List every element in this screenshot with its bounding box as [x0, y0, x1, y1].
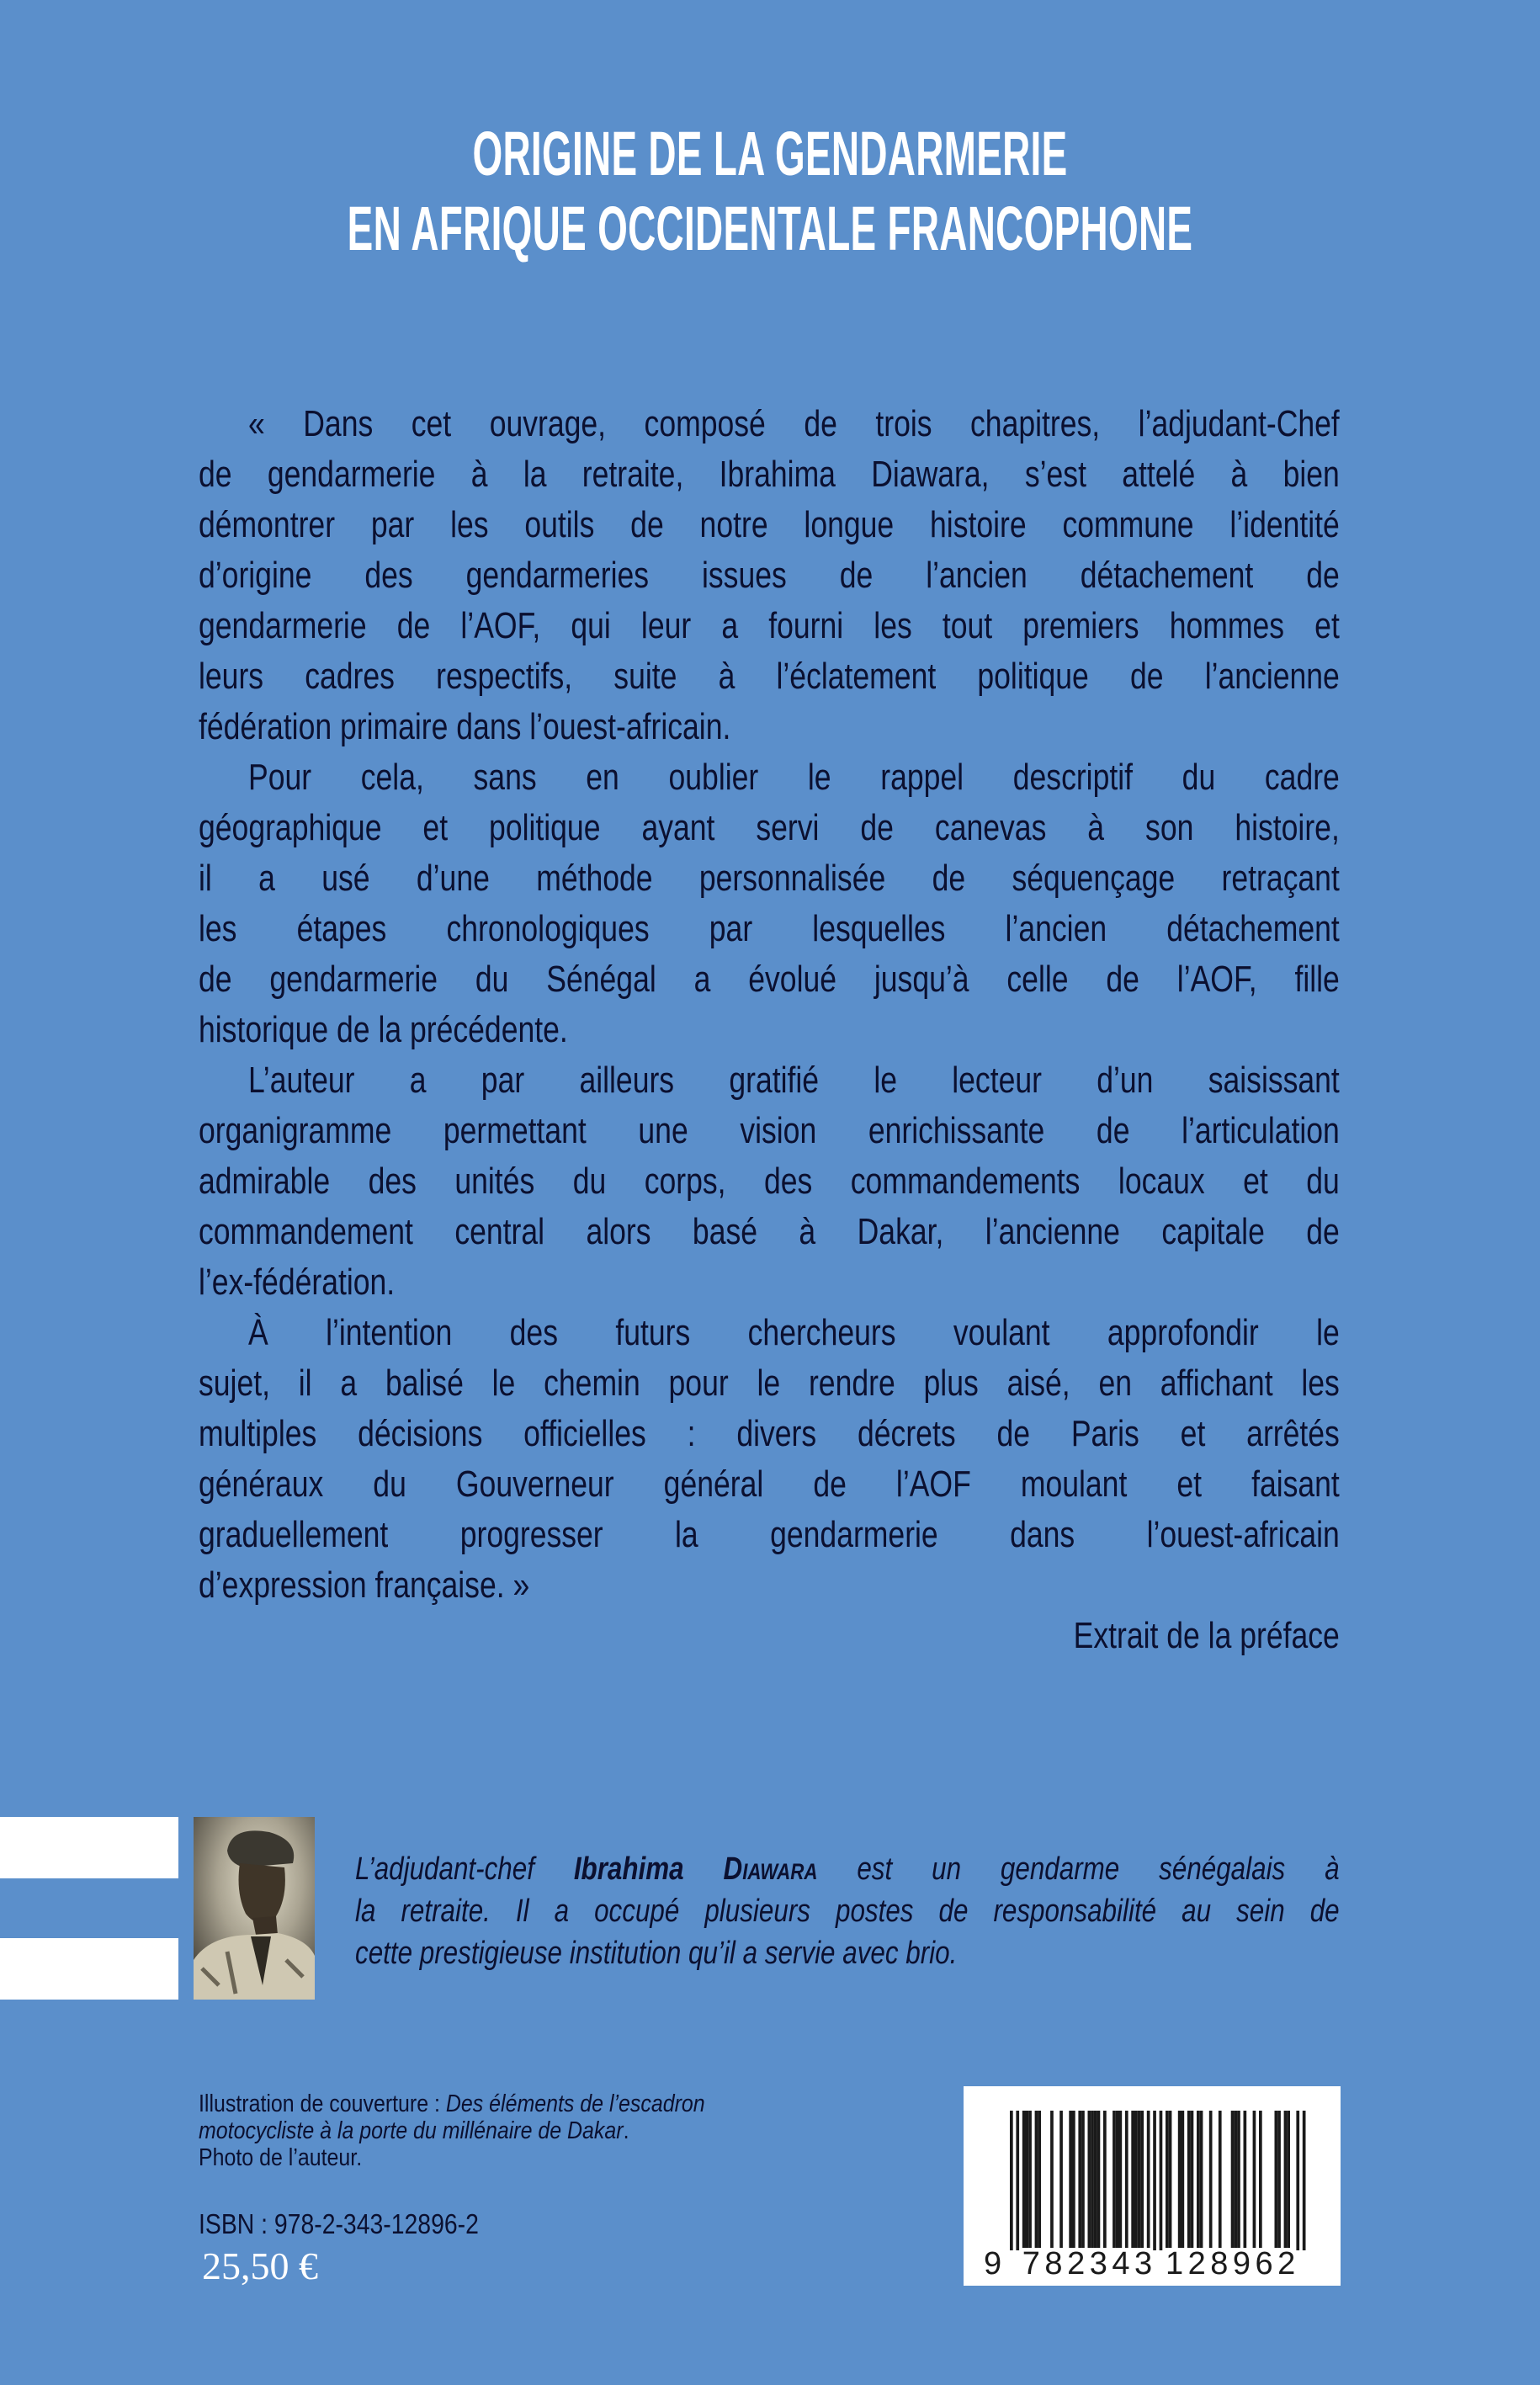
preface-line: historique de la précédente. [199, 1009, 568, 1050]
preface-line: l’ex-fédération. [199, 1262, 396, 1303]
author-last-name: Diawara [723, 1851, 818, 1887]
preface-line: fédération primaire dans l’ouest-africain. [199, 706, 731, 747]
preface-line: les étapes chronologiques par lesquelles l’ancien détachement [199, 908, 1340, 949]
cover-credits: Illustration de couverture : Des éléments de l’escadron motocycliste à la porte du millénaire de Dakar. Photo de l’auteur. [199, 2090, 705, 2171]
barcode-digits: 128962 [1166, 2246, 1300, 2281]
preface-line: À l’intention des futurs chercheurs voulant approfondir le [247, 1312, 1340, 1353]
illustration-label: Illustration de couverture : [199, 2090, 446, 2117]
bio-line-2: la retraite. Il a occupé plusieurs postes de responsabilité au sein de [355, 1894, 1340, 1929]
preface-line: démontrer par les outils de notre longue histoire commune l’identité [199, 504, 1340, 545]
preface-line: généraux du Gouverneur général de l’AOF moulant et faisant [199, 1463, 1340, 1505]
preface-excerpt [199, 399, 1340, 1661]
preface-line: sujet, il a balisé le chemin pour le rendre plus aisé, en affichant les [199, 1362, 1340, 1404]
bio-line-3: cette prestigieuse institution qu’il a servie avec brio. [355, 1936, 958, 1971]
preface-line: d’origine des gendarmeries issues de l’ancien détachement de [199, 555, 1340, 596]
author-photo [194, 1817, 315, 2000]
preface-line: de gendarmerie du Sénégal a évolué jusqu’à celle de l’AOF, fille [199, 959, 1340, 1000]
preface-line: organigramme permettant une vision enrichissante de l’articulation [199, 1110, 1340, 1151]
price: 25,50 € [202, 2244, 318, 2287]
preface-line: « Dans cet ouvrage, composé de trois chapitres, l’adjudant-Chef [247, 403, 1340, 444]
preface-line: gendarmerie de l’AOF, qui leur a fourni les tout premiers hommes et [199, 605, 1340, 646]
preface-line: graduellement progresser la gendarmerie dans l’ouest-africain [199, 1514, 1340, 1555]
title-line-2: EN AFRIQUE OCCIDENTALE FRANCOPHONE [347, 194, 1193, 263]
preface-line: d’expression française. » [199, 1564, 530, 1606]
preface-line: leurs cadres respectifs, suite à l’éclatement politique de l’ancienne [199, 656, 1340, 697]
title-line-1: ORIGINE DE LA GENDARMERIE [472, 119, 1068, 189]
illustration-title-1: Des éléments de l’escadron [445, 2090, 705, 2117]
author-first-name: Ibrahima [573, 1851, 724, 1887]
preface-line: il a usé d’une méthode personnalisée de séquençage retraçant [199, 858, 1340, 899]
book-title [0, 116, 1540, 266]
barcode-icon [964, 2086, 1341, 2286]
preface-attribution: Extrait de la préface [1073, 1615, 1340, 1656]
barcode-digits: 782343 [1022, 2246, 1157, 2281]
author-portrait-icon [194, 1817, 315, 2000]
barcode [964, 2086, 1341, 2286]
decorative-white-bar-top [0, 1817, 178, 1878]
photo-credit: Photo de l’auteur. [199, 2144, 363, 2171]
preface-line: géographique et politique ayant servi de canevas à son histoire, [199, 807, 1340, 848]
bio-line-1: L’adjudant-chef Ibrahima Diawara est un gendarme sénégalais à [355, 1851, 1340, 1887]
barcode-digits: 9 [984, 2246, 1006, 2281]
decorative-white-bar-bottom [0, 1938, 178, 2000]
preface-line: admirable des unités du corps, des commandements locaux et du [199, 1161, 1340, 1202]
isbn: ISBN : 978-2-343-12896-2 [199, 2208, 479, 2239]
illustration-title-2: motocycliste à la porte du millénaire de Dakar [199, 2117, 624, 2144]
preface-line: multiples décisions officielles : divers décrets de Paris et arrêtés [199, 1413, 1340, 1454]
preface-line: Pour cela, sans en oublier le rappel descriptif du cadre [247, 757, 1340, 798]
preface-line: commandement central alors basé à Dakar, l’ancienne capitale de [199, 1211, 1340, 1252]
author-bio [355, 1848, 1340, 1974]
preface-line: de gendarmerie à la retraite, Ibrahima Diawara, s’est attelé à bien [199, 454, 1340, 495]
preface-line: L’auteur a par ailleurs gratifié le lecteur d’un saisissant [247, 1060, 1340, 1101]
